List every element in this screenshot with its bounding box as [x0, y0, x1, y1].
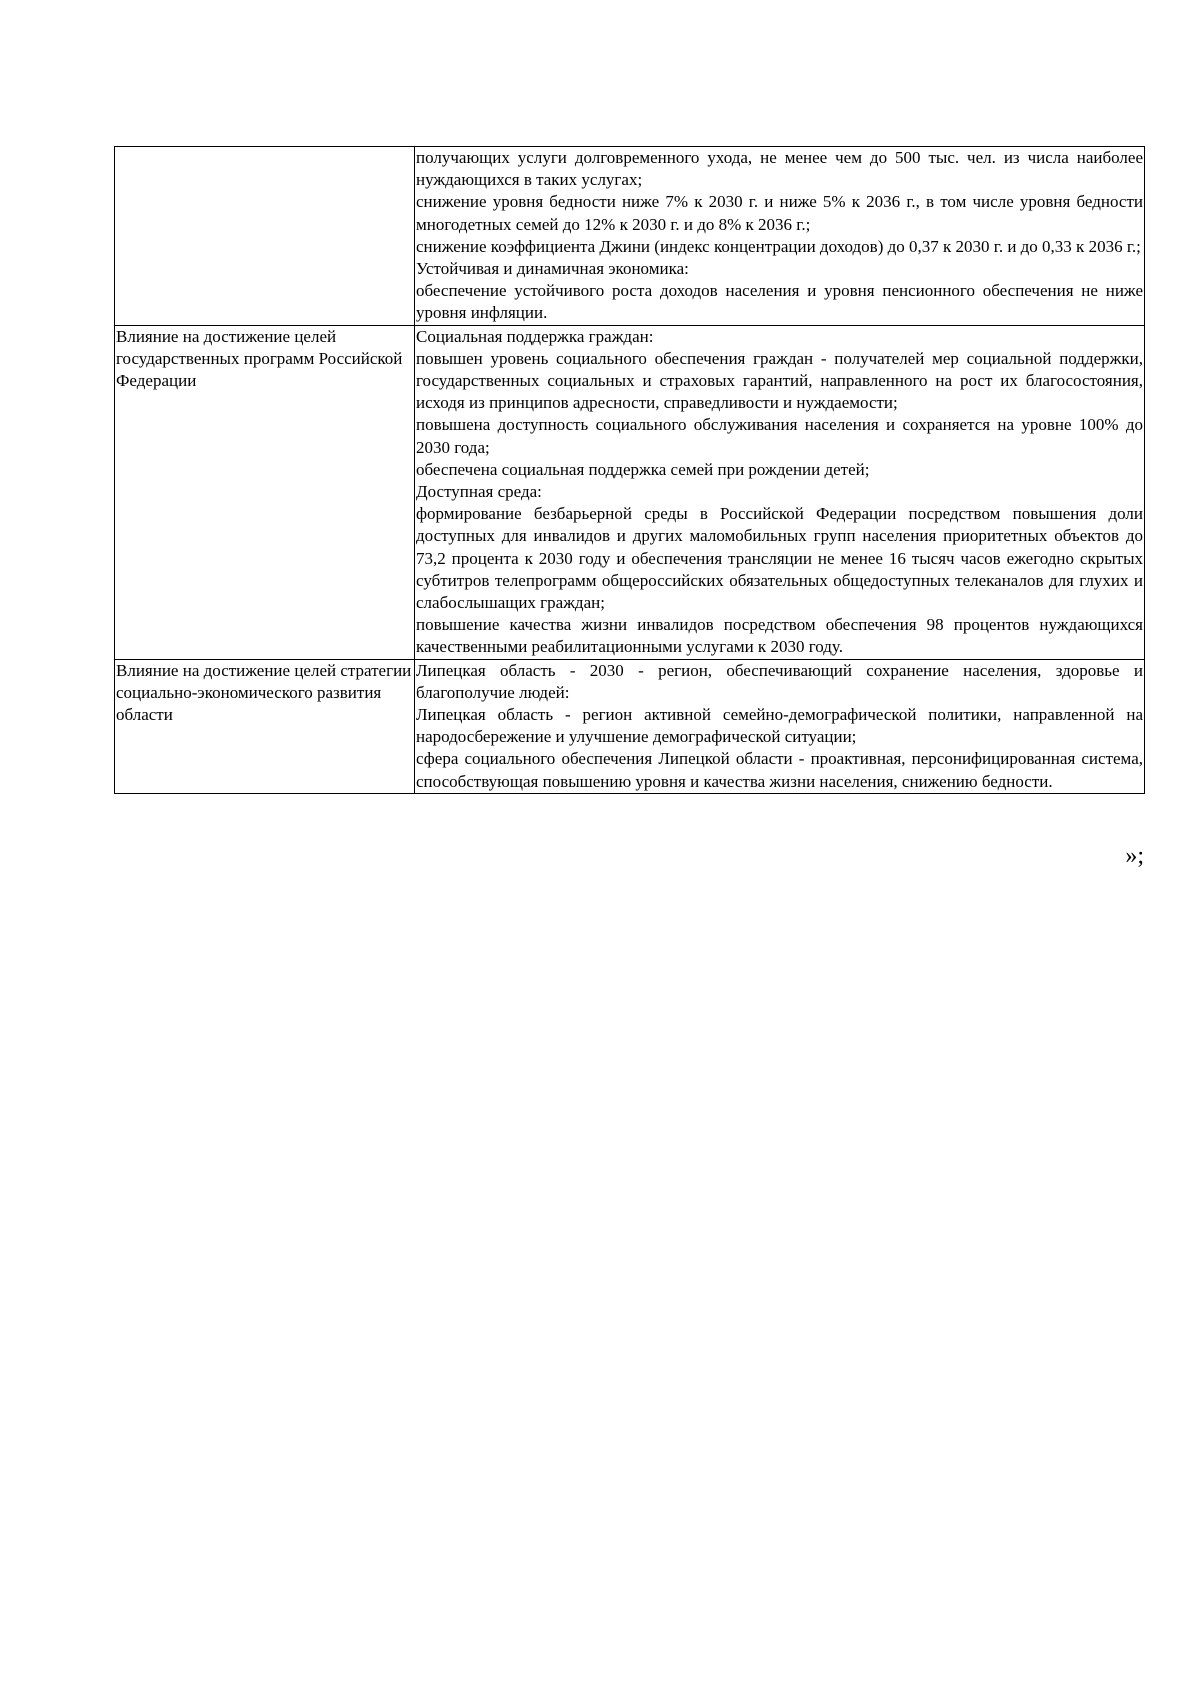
- content-paragraph: Доступная среда:: [416, 482, 542, 502]
- row-content: [415, 325, 1145, 659]
- table-row: [115, 147, 1145, 326]
- content-paragraph: сфера социального обеспечения Липецкой области - проактивная, персонифицированная система, способствующая повышению уровня и качества жизни населения, снижению бедности.: [416, 749, 1143, 791]
- content-paragraph: повышение качества жизни инвалидов посредством обеспечения 98 процентов нуждающихся качественными реабилитационными услугами к 2030 году.: [416, 615, 1143, 657]
- content-paragraph: Липецкая область - 2030 - регион, обеспечивающий сохранение населения, здоровье и благополучие людей:: [416, 660, 1143, 702]
- row-label: [115, 147, 415, 326]
- row-label: Влияние на достижение целей государственных программ Российской Федерации: [115, 325, 415, 659]
- content-paragraph: обеспечение устойчивого роста доходов населения и уровня пенсионного обеспечения не ниже уровня инфляции.: [416, 281, 1143, 323]
- content-paragraph: повышен уровень социального обеспечения граждан - получателей мер социальной поддержки, государственных социальных и страховых гарантий, направленного на рост их благосостояния, исходя из принципов адресности, справедливости и нуждаемости;: [416, 348, 1143, 413]
- row-content: [415, 659, 1145, 793]
- table-row: [115, 325, 1145, 659]
- content-paragraph: получающих услуги долговременного ухода, не менее чем до 500 тыс. чел. из числа наиболее нуждающихся в таких услугах;: [416, 148, 1143, 190]
- row-label: Влияние на достижение целей стратегии социально-экономического развития области: [115, 659, 415, 793]
- content-paragraph: формирование безбарьерной среды в Российской Федерации посредством повышения доли доступных для инвалидов и других маломобильных групп населения приоритетных объектов до 73,2 процента к 2030 году и обеспечения трансляции не менее 16 тысяч часов ежегодно скрытых субтитров телепрограмм общероссийских обязательных общедоступных телеканалов для глухих и слабослышащих граждан;: [416, 504, 1143, 613]
- content-paragraph: Устойчивая и динамичная экономика:: [416, 259, 689, 279]
- row-content: [415, 147, 1145, 326]
- content-paragraph: повышена доступность социального обслуживания населения и сохраняется на уровне 100% до 2030 года;: [416, 415, 1143, 457]
- content-paragraph: снижение уровня бедности ниже 7% к 2030 г. и ниже 5% к 2036 г., в том числе уровня бедности многодетных семей до 12% к 2030 г. и до 8% к 2036 г.;: [416, 192, 1143, 234]
- content-paragraph: снижение коэффициента Джини (индекс концентрации доходов) до 0,37 к 2030 г. и до 0,33 к 2036 г.;: [416, 236, 1141, 256]
- content-paragraph: обеспечена социальная поддержка семей при рождении детей;: [416, 459, 870, 479]
- table-row: [115, 659, 1145, 793]
- closing-quote-mark: »;: [1125, 843, 1144, 869]
- content-paragraph: Липецкая область - регион активной семейно-демографической политики, направленной на народосбережение и улучшение демографической ситуации;: [416, 705, 1143, 747]
- program-passport-table: [114, 146, 1145, 794]
- content-paragraph: Социальная поддержка граждан:: [416, 326, 654, 346]
